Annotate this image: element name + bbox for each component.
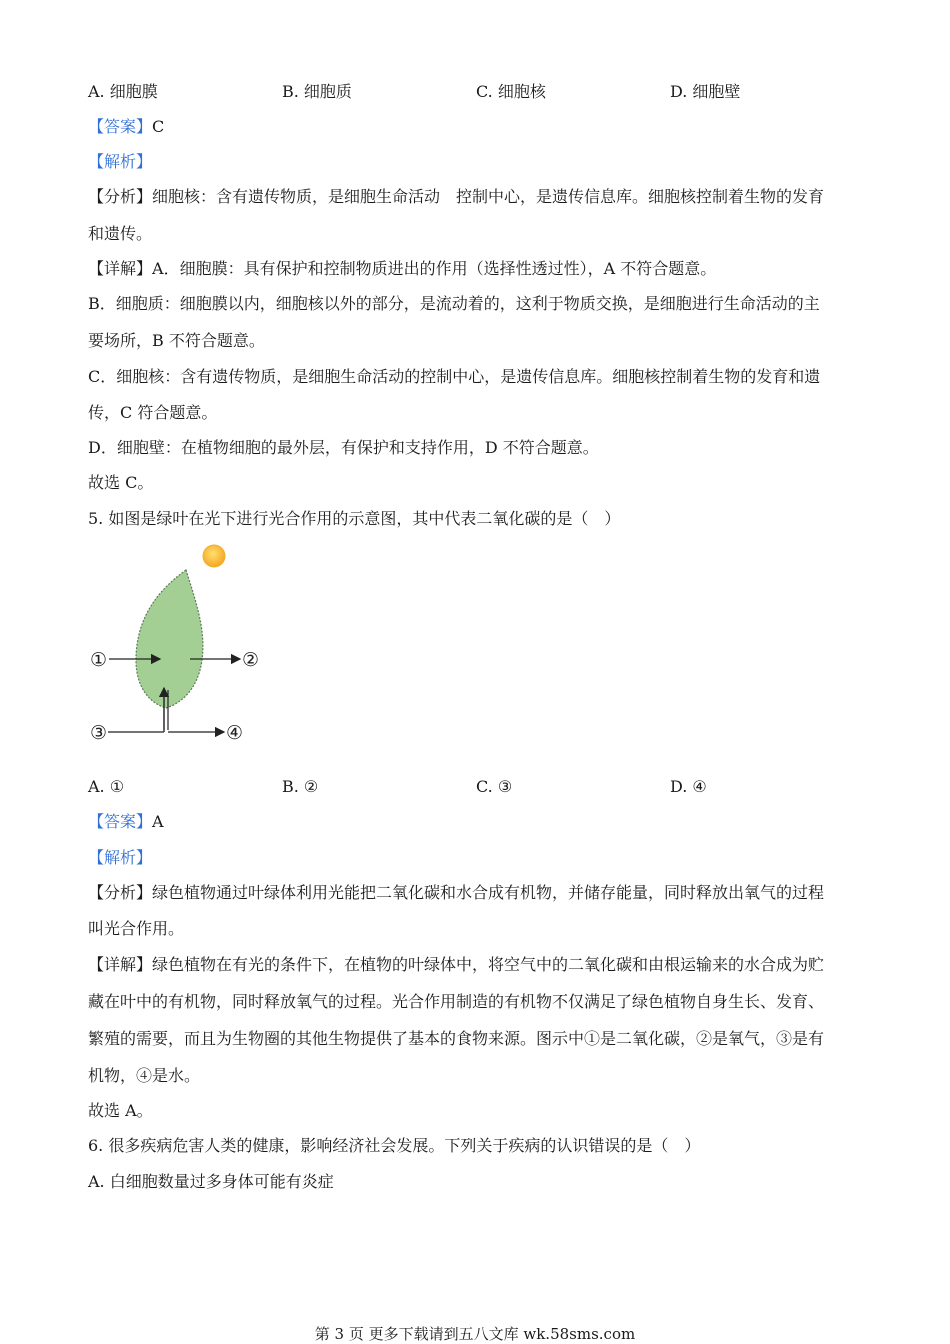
q5-question: 5. 如图是绿叶在光下进行光合作用的示意图，其中代表二氧化碳的是（ ） xyxy=(88,509,621,528)
fenxi-text: 绿色植物通过叶绿体利用光能把二氧化碳和水合成有机物，并储存能量，同时释放出氧气的过程 xyxy=(152,883,825,902)
q5-xiangjie xyxy=(88,955,824,975)
q5-conclusion: 故选 A。 xyxy=(88,1101,153,1120)
q5-fenxi xyxy=(88,883,824,903)
xiangjie-text: 绿色植物在有光的条件下，在植物的叶绿体中，将空气中的二氧化碳和由根运输来的水合成为贮 xyxy=(152,955,825,974)
q5-xiangjie-3: 繁殖的需要，而且为生物圈的其他生物提供了基本的食物来源。图示中①是二氧化碳，②是氧气，③是有 xyxy=(88,1029,825,1048)
q6-option-a: A. 白细胞数量过多身体可能有炎症 xyxy=(88,1172,334,1191)
fenxi-tag: 【分析】 xyxy=(88,883,153,902)
xiangjie-text: A．细胞膜：具有保护和控制物质进出的作用（选择性透过性），A 不符合题意。 xyxy=(152,259,717,278)
label-2: ② xyxy=(242,649,260,671)
answer-tag: 【答案】 xyxy=(88,117,153,136)
q4-d-line1: D．细胞壁：在植物细胞的最外层，有保护和支持作用，D 不符合题意。 xyxy=(88,438,599,457)
q4-option-c: C. 细胞核 xyxy=(476,82,546,101)
label-3: ③ xyxy=(90,722,108,744)
q5-option-c: C. ③ xyxy=(476,777,513,796)
q5-answer xyxy=(88,812,164,832)
answer-value: A xyxy=(152,812,164,831)
xiangjie-tag: 【详解】 xyxy=(88,259,153,278)
q5-analysis-tag: 【解析】 xyxy=(88,848,153,867)
q4-xiangjie xyxy=(88,259,716,279)
answer-tag: 【答案】 xyxy=(88,812,153,831)
q4-c-line2: 传，C 符合题意。 xyxy=(88,403,218,422)
q4-b-line2: 要场所，B 不符合题意。 xyxy=(88,331,265,350)
q4-b-line1: B．细胞质：细胞膜以内，细胞核以外的部分，是流动着的，这利于物质交换，是细胞进行生命活动的主 xyxy=(88,294,820,313)
q5-option-d: D. ④ xyxy=(670,777,707,796)
q6-question: 6. 很多疾病危害人类的健康，影响经济社会发展。下列关于疾病的认识错误的是（ ） xyxy=(88,1136,701,1155)
q4-conclusion: 故选 C。 xyxy=(88,473,154,492)
leaf-icon xyxy=(136,570,203,708)
q5-xiangjie-4: 机物，④是水。 xyxy=(88,1066,201,1085)
q4-c-line1: C．细胞核：含有遗传物质，是细胞生命活动的控制中心，是遗传信息库。细胞核控制着生物的发育和遗 xyxy=(88,367,821,386)
q5-fenxi-cont: 叫光合作用。 xyxy=(88,919,185,938)
xiangjie-tag: 【详解】 xyxy=(88,955,153,974)
q4-option-b: B. 细胞质 xyxy=(282,82,352,101)
sun-icon xyxy=(203,545,225,567)
q5-option-a: A. ① xyxy=(88,777,125,796)
photosynthesis-diagram xyxy=(86,540,276,750)
fenxi-text: 细胞核：含有遗传物质，是细胞生命活动 控制中心，是遗传信息库。细胞核控制着生物的发育 xyxy=(152,187,825,206)
fenxi-tag: 【分析】 xyxy=(88,187,153,206)
q5-xiangjie-2: 藏在叶中的有机物，同时释放氧气的过程。光合作用制造的有机物不仅满足了绿色植物自身生长、发育、 xyxy=(88,992,825,1011)
q4-answer xyxy=(88,117,164,137)
q4-fenxi xyxy=(88,187,824,207)
page-footer: 第 3 页 更多下载请到五八文库 wk.58sms.com xyxy=(314,1325,636,1343)
label-4: ④ xyxy=(226,722,244,744)
q4-analysis-tag: 【解析】 xyxy=(88,152,153,171)
q4-option-d: D. 细胞壁 xyxy=(670,82,741,101)
q4-fenxi-cont: 和遗传。 xyxy=(88,224,153,243)
q4-option-a: A. 细胞膜 xyxy=(88,82,158,101)
answer-value: C xyxy=(152,117,165,136)
label-1: ① xyxy=(90,649,108,671)
q5-option-b: B. ② xyxy=(282,777,319,796)
